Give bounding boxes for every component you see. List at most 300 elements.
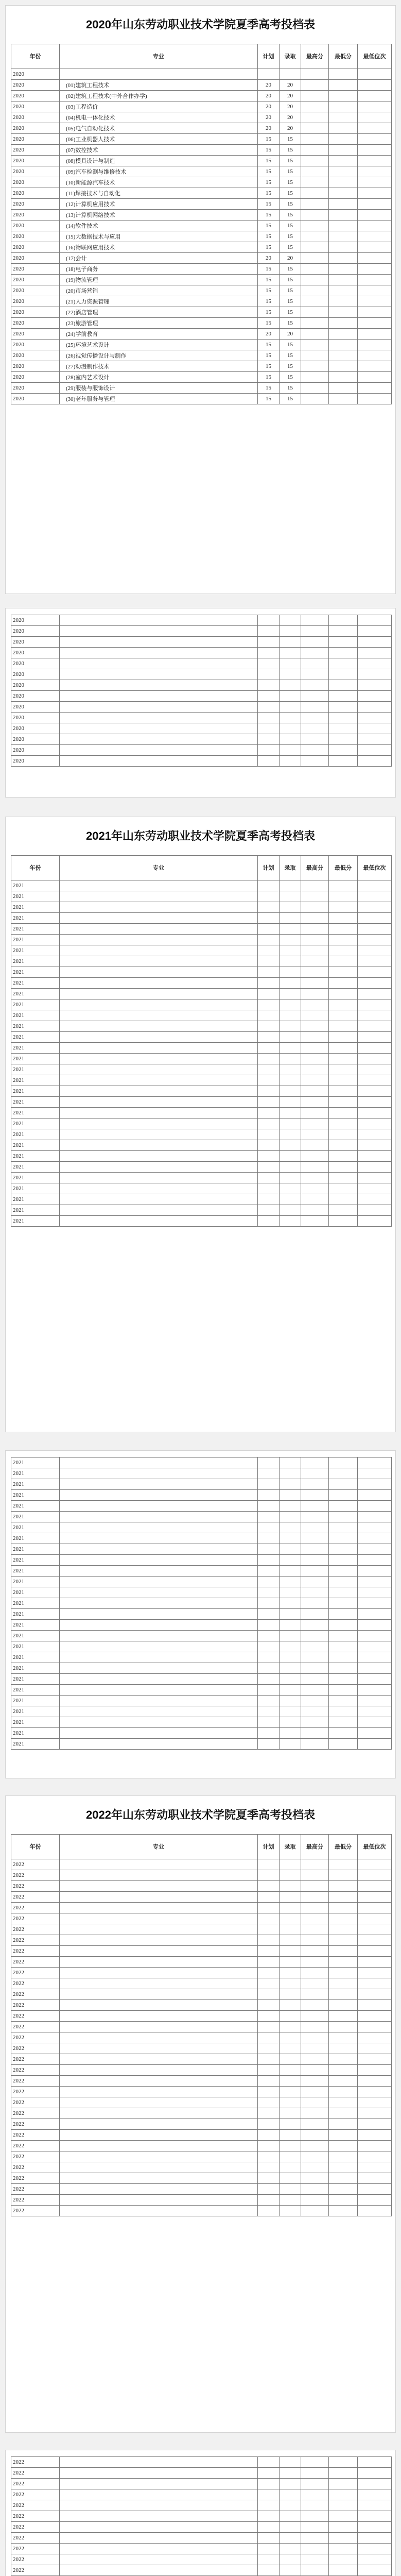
column-header-low: 最低分: [329, 44, 358, 69]
plan-cell: [258, 2457, 280, 2468]
plan-cell: [258, 902, 280, 913]
table-row: [11, 1032, 392, 1043]
plan-cell: [258, 1717, 280, 1728]
low-rank-cell: [358, 2011, 392, 2022]
plan-cell: [258, 978, 280, 989]
year-cell: 2022: [11, 2087, 60, 2097]
year-cell: 2021: [11, 1652, 60, 1663]
plan-cell: 15: [258, 156, 280, 166]
table-row: [11, 902, 392, 913]
table-row: [11, 2533, 392, 2544]
low-score-cell: [329, 1129, 358, 1140]
low-rank-cell: [358, 1194, 392, 1205]
low-rank-cell: [358, 1641, 392, 1652]
table-row: [11, 296, 392, 307]
admitted-cell: [280, 935, 301, 945]
table-row: [11, 2489, 392, 2500]
year-cell: 2021: [11, 1151, 60, 1162]
admitted-cell: [280, 1870, 301, 1881]
year-cell: 2020: [11, 101, 60, 112]
low-rank-cell: [358, 1989, 392, 2000]
high-score-cell: [301, 637, 329, 648]
major-cell: [60, 1479, 258, 1490]
plan-cell: [258, 1075, 280, 1086]
admitted-cell: [280, 1968, 301, 1978]
admitted-cell: 15: [280, 166, 301, 177]
high-score-cell: [301, 2533, 329, 2544]
admitted-cell: [280, 1696, 301, 1706]
low-rank-cell: [358, 669, 392, 680]
major-cell: [60, 723, 258, 734]
low-score-cell: [329, 913, 358, 924]
high-score-cell: [301, 2130, 329, 2141]
plan-cell: 20: [258, 253, 280, 264]
plan-cell: [258, 1501, 280, 1512]
high-score-cell: [301, 2119, 329, 2130]
low-rank-cell: [358, 1728, 392, 1739]
low-score-cell: [329, 1075, 358, 1086]
low-score-cell: [329, 1555, 358, 1566]
year-cell: 2022: [11, 1946, 60, 1957]
low-score-cell: [329, 329, 358, 340]
score-table: [11, 44, 392, 404]
admitted-cell: [280, 2022, 301, 2032]
plan-cell: [258, 880, 280, 891]
plan-cell: 15: [258, 134, 280, 145]
year-cell: 2020: [11, 166, 60, 177]
low-rank-cell: [358, 2511, 392, 2522]
table-row: [11, 2097, 392, 2108]
year-cell: 2021: [11, 1706, 60, 1717]
plan-cell: [258, 1566, 280, 1577]
major-cell: (13)计算机网络技术: [60, 210, 258, 221]
low-score-cell: [329, 296, 358, 307]
major-cell: [60, 1490, 258, 1501]
major-cell: [60, 1162, 258, 1173]
low-rank-cell: [358, 658, 392, 669]
plan-cell: [258, 1043, 280, 1054]
high-score-cell: [301, 1479, 329, 1490]
low-rank-cell: [358, 1140, 392, 1151]
admitted-cell: [280, 1620, 301, 1631]
major-cell: [60, 1064, 258, 1075]
low-score-cell: [329, 1216, 358, 1227]
table-title: 2020年山东劳动职业技术学院夏季高考投档表: [86, 18, 315, 31]
low-score-cell: [329, 648, 358, 658]
low-score-cell: [329, 2108, 358, 2119]
plan-cell: [258, 2043, 280, 2054]
low-rank-cell: [358, 1205, 392, 1216]
low-rank-cell: [358, 648, 392, 658]
major-cell: [60, 2141, 258, 2151]
table-row: [11, 221, 392, 231]
high-score-cell: [301, 1968, 329, 1978]
table-row: [11, 1706, 392, 1717]
year-cell: 2021: [11, 1544, 60, 1555]
admitted-cell: [280, 2195, 301, 2206]
low-rank-cell: [358, 1946, 392, 1957]
low-rank-cell: [358, 275, 392, 285]
admitted-cell: [280, 691, 301, 702]
major-cell: [60, 1183, 258, 1194]
major-cell: (26)视觉传播设计与制作: [60, 350, 258, 361]
admitted-cell: [280, 1717, 301, 1728]
table-row: [11, 1859, 392, 1870]
major-cell: [60, 1533, 258, 1544]
table-row: [11, 340, 392, 350]
admitted-cell: [280, 1533, 301, 1544]
high-score-cell: [301, 1108, 329, 1118]
year-cell: 2022: [11, 2011, 60, 2022]
low-score-cell: [329, 1674, 358, 1685]
low-score-cell: [329, 101, 358, 112]
admitted-cell: [280, 2151, 301, 2162]
major-cell: (07)数控技术: [60, 145, 258, 156]
table-row: [11, 285, 392, 296]
plan-cell: [258, 745, 280, 756]
low-rank-cell: [358, 1903, 392, 1913]
low-rank-cell: [358, 1490, 392, 1501]
low-score-cell: [329, 1641, 358, 1652]
column-header-high: 最高分: [301, 44, 329, 69]
low-score-cell: [329, 1609, 358, 1620]
table-row: [11, 307, 392, 318]
year-cell: 2022: [11, 2043, 60, 2054]
table-row: [11, 318, 392, 329]
plan-cell: 20: [258, 80, 280, 91]
major-cell: (01)建筑工程技术: [60, 80, 258, 91]
major-cell: [60, 2043, 258, 2054]
year-cell: 2020: [11, 188, 60, 199]
low-rank-cell: [358, 1162, 392, 1173]
year-cell: 2022: [11, 2554, 60, 2565]
year-cell: 2022: [11, 1957, 60, 1968]
low-score-cell: [329, 1021, 358, 1032]
plan-cell: [258, 1032, 280, 1043]
plan-cell: [258, 669, 280, 680]
major-cell: [60, 2195, 258, 2206]
high-score-cell: [301, 2565, 329, 2576]
low-score-cell: [329, 318, 358, 329]
admitted-cell: [280, 999, 301, 1010]
high-score-cell: [301, 2489, 329, 2500]
low-score-cell: [329, 891, 358, 902]
plan-cell: 15: [258, 145, 280, 156]
low-score-cell: [329, 2087, 358, 2097]
low-score-cell: [329, 626, 358, 637]
major-cell: [60, 1205, 258, 1216]
low-rank-cell: [358, 264, 392, 275]
major-cell: [60, 1010, 258, 1021]
year-cell: 2020: [11, 242, 60, 253]
major-cell: (27)动漫制作技术: [60, 361, 258, 372]
column-header-major: 专业: [60, 1835, 258, 1859]
low-score-cell: [329, 1566, 358, 1577]
admitted-cell: [280, 880, 301, 891]
low-score-cell: [329, 945, 358, 956]
low-score-cell: [329, 658, 358, 669]
low-score-cell: [329, 1064, 358, 1075]
plan-cell: 15: [258, 221, 280, 231]
high-score-cell: [301, 1577, 329, 1587]
low-rank-cell: [358, 989, 392, 999]
table-row: [11, 2011, 392, 2022]
admitted-cell: [280, 1663, 301, 1674]
low-rank-cell: [358, 350, 392, 361]
year-cell: 2020: [11, 756, 60, 767]
table-row: [11, 231, 392, 242]
major-cell: (18)电子商务: [60, 264, 258, 275]
low-score-cell: [329, 69, 358, 80]
table-row: [11, 1881, 392, 1892]
plan-cell: [258, 2173, 280, 2184]
table-row: [11, 1173, 392, 1183]
table-row: [11, 1555, 392, 1566]
table-row: [11, 1054, 392, 1064]
table-row: [11, 2468, 392, 2479]
low-score-cell: [329, 145, 358, 156]
major-cell: [60, 880, 258, 891]
high-score-cell: [301, 1859, 329, 1870]
year-cell: 2020: [11, 80, 60, 91]
low-rank-cell: [358, 956, 392, 967]
admitted-cell: [280, 1587, 301, 1598]
admitted-cell: [280, 1216, 301, 1227]
admitted-cell: [280, 2141, 301, 2151]
major-cell: [60, 1129, 258, 1140]
score-table: [11, 615, 392, 767]
low-rank-cell: [358, 902, 392, 913]
low-score-cell: [329, 2554, 358, 2565]
major-cell: (17)会计: [60, 253, 258, 264]
major-cell: (15)大数据技术与应用: [60, 231, 258, 242]
major-cell: [60, 935, 258, 945]
year-cell: 2022: [11, 1881, 60, 1892]
low-score-cell: [329, 2173, 358, 2184]
high-score-cell: [301, 1194, 329, 1205]
low-rank-cell: [358, 394, 392, 404]
admitted-cell: [280, 1739, 301, 1750]
table-row: [11, 2457, 392, 2468]
major-cell: [60, 924, 258, 935]
year-cell: 2020: [11, 713, 60, 723]
admitted-cell: 15: [280, 134, 301, 145]
plan-cell: [258, 891, 280, 902]
low-score-cell: [329, 989, 358, 999]
high-score-cell: [301, 713, 329, 723]
year-cell: 2020: [11, 253, 60, 264]
plan-cell: [258, 2162, 280, 2173]
low-rank-cell: [358, 296, 392, 307]
major-cell: [60, 1946, 258, 1957]
high-score-cell: [301, 253, 329, 264]
major-cell: [60, 2000, 258, 2011]
admitted-cell: [280, 1598, 301, 1609]
table-row: [11, 394, 392, 404]
table-row: [11, 2065, 392, 2076]
major-cell: [60, 1173, 258, 1183]
table-row: [11, 101, 392, 112]
plan-cell: 15: [258, 275, 280, 285]
low-score-cell: [329, 2130, 358, 2141]
high-score-cell: [301, 1881, 329, 1892]
year-cell: 2022: [11, 2151, 60, 2162]
column-header-major: 专业: [60, 44, 258, 69]
low-rank-cell: [358, 2533, 392, 2544]
plan-cell: [258, 2468, 280, 2479]
table-row: [11, 372, 392, 383]
year-cell: 2022: [11, 2065, 60, 2076]
low-rank-cell: [358, 242, 392, 253]
low-score-cell: [329, 199, 358, 210]
low-rank-cell: [358, 1631, 392, 1641]
major-cell: [60, 1598, 258, 1609]
table-row: [11, 156, 392, 166]
low-rank-cell: [358, 945, 392, 956]
high-score-cell: [301, 1706, 329, 1717]
plan-cell: [258, 1652, 280, 1663]
major-cell: [60, 1566, 258, 1577]
major-cell: [60, 2522, 258, 2533]
high-score-cell: [301, 1140, 329, 1151]
table-row: [11, 1194, 392, 1205]
column-header-year: 年份: [11, 856, 60, 880]
year-cell: 2022: [11, 1924, 60, 1935]
admitted-cell: [280, 1468, 301, 1479]
low-rank-cell: [358, 307, 392, 318]
low-rank-cell: [358, 2097, 392, 2108]
low-score-cell: [329, 2468, 358, 2479]
admitted-cell: [280, 1086, 301, 1097]
admitted-cell: [280, 2500, 301, 2511]
admitted-cell: [280, 702, 301, 713]
low-rank-cell: [358, 967, 392, 978]
admitted-cell: 15: [280, 383, 301, 394]
year-cell: 2021: [11, 1631, 60, 1641]
admitted-cell: [280, 1162, 301, 1173]
table-row: [11, 242, 392, 253]
table-row: [11, 2087, 392, 2097]
table-row: [11, 945, 392, 956]
major-cell: (20)市场营销: [60, 285, 258, 296]
high-score-cell: [301, 188, 329, 199]
major-cell: (12)计算机应用技术: [60, 199, 258, 210]
high-score-cell: [301, 1566, 329, 1577]
year-cell: 2021: [11, 1641, 60, 1652]
table-row: [11, 2022, 392, 2032]
low-rank-cell: [358, 1566, 392, 1577]
table-row: [11, 134, 392, 145]
major-cell: [60, 637, 258, 648]
table-row: [11, 891, 392, 902]
high-score-cell: [301, 1501, 329, 1512]
low-rank-cell: [358, 2184, 392, 2195]
admitted-cell: [280, 2000, 301, 2011]
year-cell: 2022: [11, 2173, 60, 2184]
year-cell: 2021: [11, 1129, 60, 1140]
plan-cell: [258, 999, 280, 1010]
high-score-cell: [301, 177, 329, 188]
plan-cell: [258, 2097, 280, 2108]
admitted-cell: [280, 1140, 301, 1151]
admitted-cell: [280, 1641, 301, 1652]
table-row: [11, 967, 392, 978]
admitted-cell: [280, 989, 301, 999]
table-row: [11, 2108, 392, 2119]
year-cell: 2020: [11, 361, 60, 372]
year-cell: 2020: [11, 156, 60, 166]
table-row: [11, 1162, 392, 1173]
admitted-cell: [280, 1544, 301, 1555]
year-cell: 2021: [11, 1458, 60, 1468]
year-cell: 2022: [11, 2206, 60, 2216]
admitted-cell: [280, 1054, 301, 1064]
year-cell: 2021: [11, 956, 60, 967]
plan-cell: [258, 1512, 280, 1522]
low-score-cell: [329, 80, 358, 91]
admitted-cell: [280, 2119, 301, 2130]
high-score-cell: [301, 1978, 329, 1989]
year-cell: 2021: [11, 1522, 60, 1533]
plan-cell: [258, 637, 280, 648]
plan-cell: [258, 1859, 280, 1870]
low-rank-cell: [358, 1522, 392, 1533]
score-table-card-2021-continued: [5, 1450, 396, 1778]
major-cell: [60, 1501, 258, 1512]
year-cell: 2021: [11, 1162, 60, 1173]
high-score-cell: [301, 1216, 329, 1227]
low-rank-cell: [358, 253, 392, 264]
high-score-cell: [301, 350, 329, 361]
table-row: [11, 1717, 392, 1728]
high-score-cell: [301, 2162, 329, 2173]
year-cell: 2021: [11, 1620, 60, 1631]
plan-cell: [258, 913, 280, 924]
year-cell: 2021: [11, 1566, 60, 1577]
low-rank-cell: [358, 2054, 392, 2065]
low-score-cell: [329, 166, 358, 177]
low-rank-cell: [358, 2500, 392, 2511]
major-cell: [60, 1086, 258, 1097]
plan-cell: [258, 956, 280, 967]
low-score-cell: [329, 1913, 358, 1924]
high-score-cell: [301, 913, 329, 924]
high-score-cell: [301, 2195, 329, 2206]
year-cell: 2020: [11, 112, 60, 123]
low-rank-cell: [358, 166, 392, 177]
low-rank-cell: [358, 231, 392, 242]
admitted-cell: [280, 1064, 301, 1075]
major-cell: [60, 2032, 258, 2043]
admitted-cell: 15: [280, 199, 301, 210]
major-cell: [60, 2065, 258, 2076]
table-row: [11, 935, 392, 945]
major-cell: [60, 2468, 258, 2479]
major-cell: [60, 913, 258, 924]
table-row: [11, 1183, 392, 1194]
admitted-cell: 15: [280, 145, 301, 156]
table-row: [11, 1892, 392, 1903]
admitted-cell: [280, 658, 301, 669]
admitted-cell: [280, 680, 301, 691]
major-cell: (11)焊接技术与自动化: [60, 188, 258, 199]
low-score-cell: [329, 285, 358, 296]
low-score-cell: [329, 1620, 358, 1631]
plan-cell: [258, 924, 280, 935]
major-cell: (24)学前教育: [60, 329, 258, 340]
table-row: [11, 112, 392, 123]
plan-cell: 15: [258, 307, 280, 318]
